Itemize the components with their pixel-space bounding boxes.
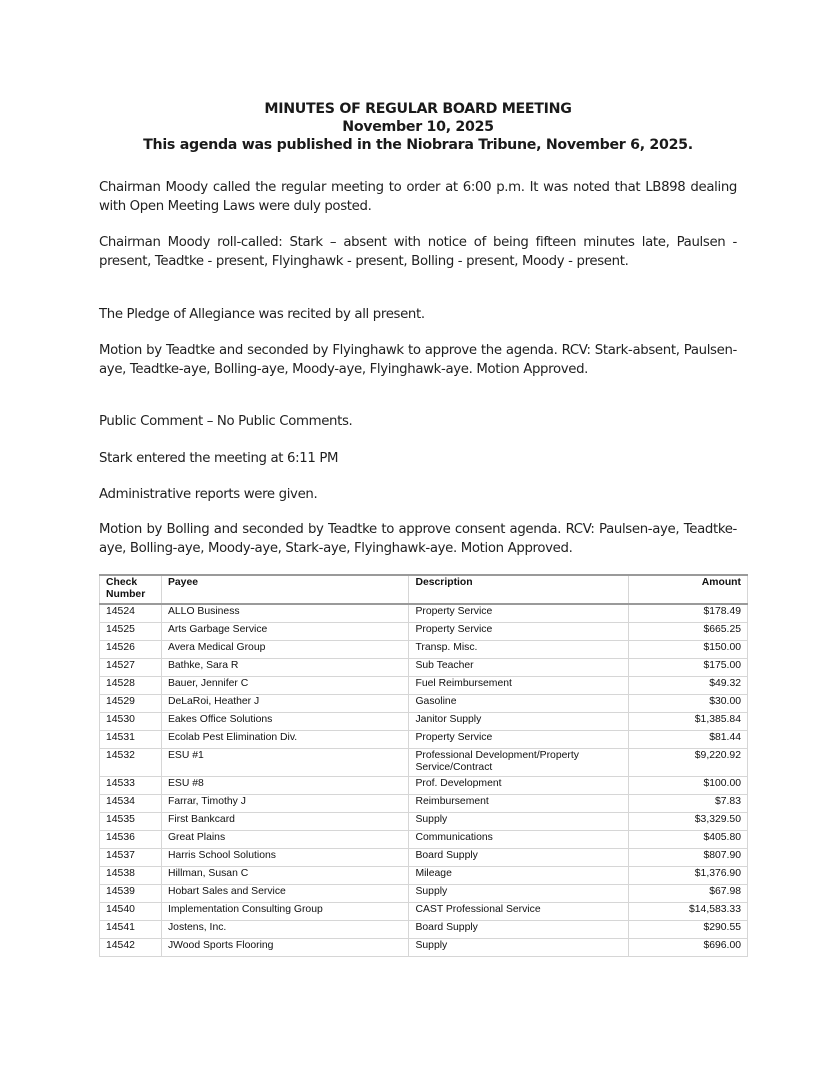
meeting-date: November 10, 2025 xyxy=(342,119,494,135)
payee-cell: ALLO Business xyxy=(161,604,409,623)
check-number-cell: 14541 xyxy=(100,921,162,939)
check-number-cell: 14532 xyxy=(100,749,162,777)
amount-cell: $9,220.92 xyxy=(629,749,748,777)
amount-cell: $14,583.33 xyxy=(629,903,748,921)
description-cell: Supply xyxy=(409,885,629,903)
description-cell: Property Service xyxy=(409,731,629,749)
table-row xyxy=(100,623,748,641)
payee-cell: Avera Medical Group xyxy=(161,641,409,659)
table-row xyxy=(100,885,748,903)
check-number-cell: 14542 xyxy=(100,939,162,957)
table-row xyxy=(100,903,748,921)
check-number-cell: 14534 xyxy=(100,795,162,813)
check-number-cell: 14525 xyxy=(100,623,162,641)
check-number-cell: 14531 xyxy=(100,731,162,749)
check-number-cell: 14529 xyxy=(100,695,162,713)
amount-cell: $30.00 xyxy=(629,695,748,713)
amount-cell: $150.00 xyxy=(629,641,748,659)
payee-cell: Ecolab Pest Elimination Div. xyxy=(161,731,409,749)
check-number-cell: 14527 xyxy=(100,659,162,677)
amount-cell: $175.00 xyxy=(629,659,748,677)
amount-cell: $405.80 xyxy=(629,831,748,849)
amount-cell: $3,329.50 xyxy=(629,813,748,831)
amount-cell: $7.83 xyxy=(629,795,748,813)
public-comment-paragraph: Public Comment – No Public Comments. xyxy=(99,414,353,429)
description-cell: Property Service xyxy=(409,604,629,623)
check-number-cell: 14536 xyxy=(100,831,162,849)
table-row xyxy=(100,867,748,885)
description-cell: CAST Professional Service xyxy=(409,903,629,921)
payee-cell: Bathke, Sara R xyxy=(161,659,409,677)
description-cell: Transp. Misc. xyxy=(409,641,629,659)
check-number-cell: 14528 xyxy=(100,677,162,695)
payee-cell: Eakes Office Solutions xyxy=(161,713,409,731)
agenda-motion-paragraph: Motion by Teadtke and seconded by Flyinghawk to approve the agenda. RCV: Stark-absent, Paulsen-aye, Teadtke-aye, Bolling-aye, Moody-aye, Flyinghawk-aye. Motion Approved. xyxy=(99,343,737,377)
publication-notice: This agenda was published in the Niobrara Tribune, November 6, 2025. xyxy=(143,137,693,153)
stark-entered-paragraph: Stark entered the meeting at 6:11 PM xyxy=(99,451,339,466)
description-cell: Board Supply xyxy=(409,921,629,939)
table-row xyxy=(100,641,748,659)
payee-cell: ESU #1 xyxy=(161,749,409,777)
check-number-cell: 14535 xyxy=(100,813,162,831)
payee-cell: Farrar, Timothy J xyxy=(161,795,409,813)
table-row xyxy=(100,677,748,695)
amount-cell: $100.00 xyxy=(629,777,748,795)
table-row xyxy=(100,849,748,867)
payee-cell: Jostens, Inc. xyxy=(161,921,409,939)
description-cell: Communications xyxy=(409,831,629,849)
payee-cell: Implementation Consulting Group xyxy=(161,903,409,921)
amount-cell: $81.44 xyxy=(629,731,748,749)
payee-cell: Hobart Sales and Service xyxy=(161,885,409,903)
roll-call-paragraph: Chairman Moody roll-called: Stark – absent with notice of being fifteen minutes late, Paulsen - present, Teadtke - present, Flyinghawk - present, Bolling - present, Moody - present. xyxy=(99,235,737,269)
description-cell: Reimbursement xyxy=(409,795,629,813)
description-cell: Janitor Supply xyxy=(409,713,629,731)
description-cell: Fuel Reimbursement xyxy=(409,677,629,695)
check-number-cell: 14533 xyxy=(100,777,162,795)
admin-reports-paragraph: Administrative reports were given. xyxy=(99,487,318,502)
payee-cell: ESU #8 xyxy=(161,777,409,795)
consent-agenda-motion-paragraph: Motion by Bolling and seconded by Teadtke to approve consent agenda. RCV: Paulsen-aye, Teadtke-aye, Bolling-aye, Moody-aye, Stark-aye, Flyinghawk-aye. Motion Approved. xyxy=(99,522,737,556)
document-header xyxy=(99,100,737,154)
check-number-cell: 14526 xyxy=(100,641,162,659)
description-cell: Property Service xyxy=(409,623,629,641)
table-row xyxy=(100,921,748,939)
amount-cell: $1,376.90 xyxy=(629,867,748,885)
column-header-payee: Payee xyxy=(161,575,409,604)
payee-cell: Arts Garbage Service xyxy=(161,623,409,641)
payee-cell: First Bankcard xyxy=(161,813,409,831)
payee-cell: Hillman, Susan C xyxy=(161,867,409,885)
description-cell: Supply xyxy=(409,939,629,957)
table-row xyxy=(100,749,748,777)
payee-cell: Bauer, Jennifer C xyxy=(161,677,409,695)
description-cell: Gasoline xyxy=(409,695,629,713)
claims-table xyxy=(99,574,748,957)
call-to-order-paragraph: Chairman Moody called the regular meeting to order at 6:00 p.m. It was noted that LB898 dealing with Open Meeting Laws were duly posted. xyxy=(99,180,737,214)
description-cell: Prof. Development xyxy=(409,777,629,795)
payee-cell: Harris School Solutions xyxy=(161,849,409,867)
check-number-cell: 14537 xyxy=(100,849,162,867)
column-header-description: Description xyxy=(409,575,629,604)
amount-cell: $1,385.84 xyxy=(629,713,748,731)
check-number-cell: 14538 xyxy=(100,867,162,885)
table-row xyxy=(100,695,748,713)
table-row xyxy=(100,813,748,831)
table-row xyxy=(100,939,748,957)
amount-cell: $696.00 xyxy=(629,939,748,957)
description-cell: Supply xyxy=(409,813,629,831)
amount-cell: $67.98 xyxy=(629,885,748,903)
table-header-row xyxy=(100,575,748,604)
column-header-amount: Amount xyxy=(629,575,748,604)
description-cell: Board Supply xyxy=(409,849,629,867)
table-row xyxy=(100,731,748,749)
check-number-cell: 14540 xyxy=(100,903,162,921)
pledge-paragraph: The Pledge of Allegiance was recited by all present. xyxy=(99,307,425,322)
table-body xyxy=(100,604,748,957)
table-row xyxy=(100,831,748,849)
amount-cell: $178.49 xyxy=(629,604,748,623)
description-cell: Sub Teacher xyxy=(409,659,629,677)
payee-cell: JWood Sports Flooring xyxy=(161,939,409,957)
description-cell: Professional Development/Property Service/Contract xyxy=(409,749,629,777)
payee-cell: Great Plains xyxy=(161,831,409,849)
check-number-cell: 14530 xyxy=(100,713,162,731)
description-cell: Mileage xyxy=(409,867,629,885)
column-header-check-number: Check Number xyxy=(100,575,162,604)
table-row xyxy=(100,604,748,623)
amount-cell: $807.90 xyxy=(629,849,748,867)
table-row xyxy=(100,659,748,677)
amount-cell: $49.32 xyxy=(629,677,748,695)
amount-cell: $290.55 xyxy=(629,921,748,939)
table-row xyxy=(100,777,748,795)
check-number-cell: 14524 xyxy=(100,604,162,623)
payee-cell: DeLaRoi, Heather J xyxy=(161,695,409,713)
document-title: MINUTES OF REGULAR BOARD MEETING xyxy=(264,101,572,117)
amount-cell: $665.25 xyxy=(629,623,748,641)
check-number-cell: 14539 xyxy=(100,885,162,903)
table-row xyxy=(100,713,748,731)
table-row xyxy=(100,795,748,813)
